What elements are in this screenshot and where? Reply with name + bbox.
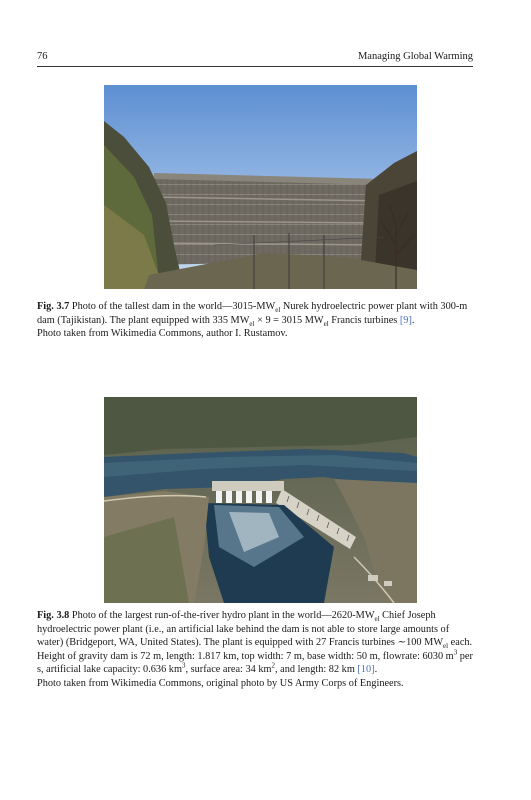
superscript: 2 — [271, 661, 276, 670]
header-rule — [37, 66, 473, 67]
running-title: Managing Global Warming — [357, 51, 473, 62]
subscript: el — [275, 306, 281, 315]
citation-link[interactable]: [10] — [357, 664, 375, 676]
caption-text: Photo of the tallest dam in the world—3015-MW — [69, 301, 276, 312]
caption-text: × 9 = 3015 MW — [254, 314, 324, 326]
subscript: el — [443, 642, 449, 651]
subscript: el — [323, 319, 329, 328]
subscript: el — [249, 319, 255, 328]
page-number: 76 — [37, 51, 48, 62]
caption-text: . — [411, 314, 415, 326]
figure-label: Fig. 3.8 — [37, 610, 70, 621]
chief-joseph-dam-photo — [104, 397, 417, 603]
figure-3-7-caption — [37, 300, 475, 341]
photo-credit: Photo taken from Wikimedia Commons, author I. Rustamov. — [37, 328, 288, 340]
caption-text: Photo of the largest run-of-the-river hydro plant in the world—2620-MW — [69, 610, 375, 621]
caption-text: each. Height of gravity dam is 72 m, length: 1.817 km, top width: 7 m, base width: 50 m, flowrate: 6030 m — [37, 637, 473, 662]
superscript: 3 — [453, 648, 458, 657]
nurek-dam-photo — [104, 85, 417, 289]
citation-link[interactable]: [9] — [399, 314, 412, 326]
caption-text: , and length: 82 km — [275, 664, 358, 676]
figure-label: Fig. 3.7 — [37, 301, 70, 312]
figure-3-8-caption — [37, 609, 475, 691]
caption-text: Francis turbines — [328, 314, 400, 326]
caption-text: per s, artificial lake capacity: 0.636 km — [37, 650, 473, 676]
caption-text: Nurek hydroelectric power plant with 300-m dam (Tajikistan). The plant equipped with 335 MW — [37, 301, 468, 326]
caption-text: Chief Joseph hydroelectric power plant (i.e., an artificial lake behind the dam is not able to store large amounts of water) (Bridgeport, WA, United States). The plant is equipped with 27 Francis turbines ∼100 MW — [37, 610, 450, 649]
photo-credit: Photo taken from Wikimedia Commons, original photo by US Army Corps of Engineers. — [37, 677, 404, 689]
superscript: 3 — [181, 661, 186, 670]
page-header — [37, 51, 473, 65]
subscript: el — [374, 615, 380, 624]
caption-text: , surface area: 34 km — [185, 664, 272, 676]
caption-text: . — [374, 664, 378, 676]
